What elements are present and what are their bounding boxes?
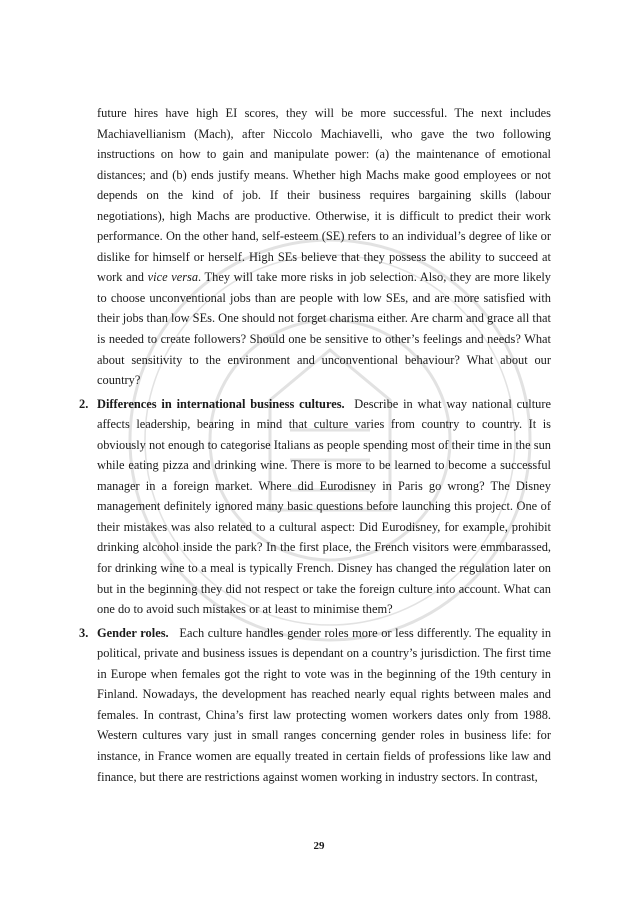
- continuation-paragraph: future hires have high EI scores, they will be more successful. The next includes Machiavellianism (Mach), after Niccolo Machiavelli, who gave the two following instructions on how to gain and manipulate power: (a) the maintenance of emotional distances; and (b) ends justify means. Whether high Machs make good employees or not depends on the kind of job. If their business requires bargaining skills (labour negotiations), high Machs are productive. Otherwise, it is difficult to predict their work performance. On the other hand, self-esteem (SE) refers to an individual’s degree of like or dislike for himself or herself. High SEs believe that they possess the ability to succeed at work and vice versa. They will take more risks in job selection. Also, they are more likely to choose unconventional jobs than are people with low SEs, and are more satisfied with their jobs than low SEs. One should not forget charisma either. Are charm and grace all that is needed to create followers? Should one be sensitive to other’s feelings and needs? What about sensitivity to the environment and unconventional behaviour? What about our country?: [97, 106, 551, 388]
- list-heading: Differences in international business cultures.: [97, 396, 345, 411]
- list-text: Describe in what way national culture affects leadership, bearing in mind that culture varies from country to country. It is obviously not enough to categorise Italians as people spending most of their time in the sun while eating pizza and drinking wine. There is more to be learned to become a successful manager in a foreign market. Where did Eurodisney in Paris go wrong? The Disney management definitely ignored many basic questions before launching this project. One of their mistakes was also related to a cultural aspect: Did Eurodisney, for example, prohibit drinking alcohol inside the park? In the first place, the French visitors were emmbarassed, for drinking wine to a meal is typically French. Disney has changed the regulation later on but in the beginning they did not respect or take the foreign culture into account. What can one do to avoid such mistakes or at least to minimise them?: [97, 396, 551, 617]
- page-number: 29: [313, 840, 325, 852]
- list-item-2: [79, 394, 551, 620]
- list-number: 2.: [79, 396, 89, 411]
- page-body: [79, 103, 551, 787]
- emphasis-vice-versa: vice versa: [147, 270, 199, 285]
- list-heading: Gender roles.: [97, 625, 169, 640]
- list-number: 3.: [79, 625, 89, 640]
- list-text: Each culture handles gender roles more or less differently. The equality in political, private and business issues is dependant on a country’s jurisdiction. The first time in Europe when females got the right to vote was in the beginning of the 19th century in Finland. Nowadays, the development has reached nearly equal rights between males and females. In contrast, China’s first law protecting women workers dates only from 1988. Western cultures vary just in small ranges concerning gender roles in business life: for instance, in France women are equally treated in certain fields of professions like law and finance, but there are restrictions against women working in industry sectors. In contrast,: [97, 625, 552, 784]
- list-item-3: [79, 623, 551, 787]
